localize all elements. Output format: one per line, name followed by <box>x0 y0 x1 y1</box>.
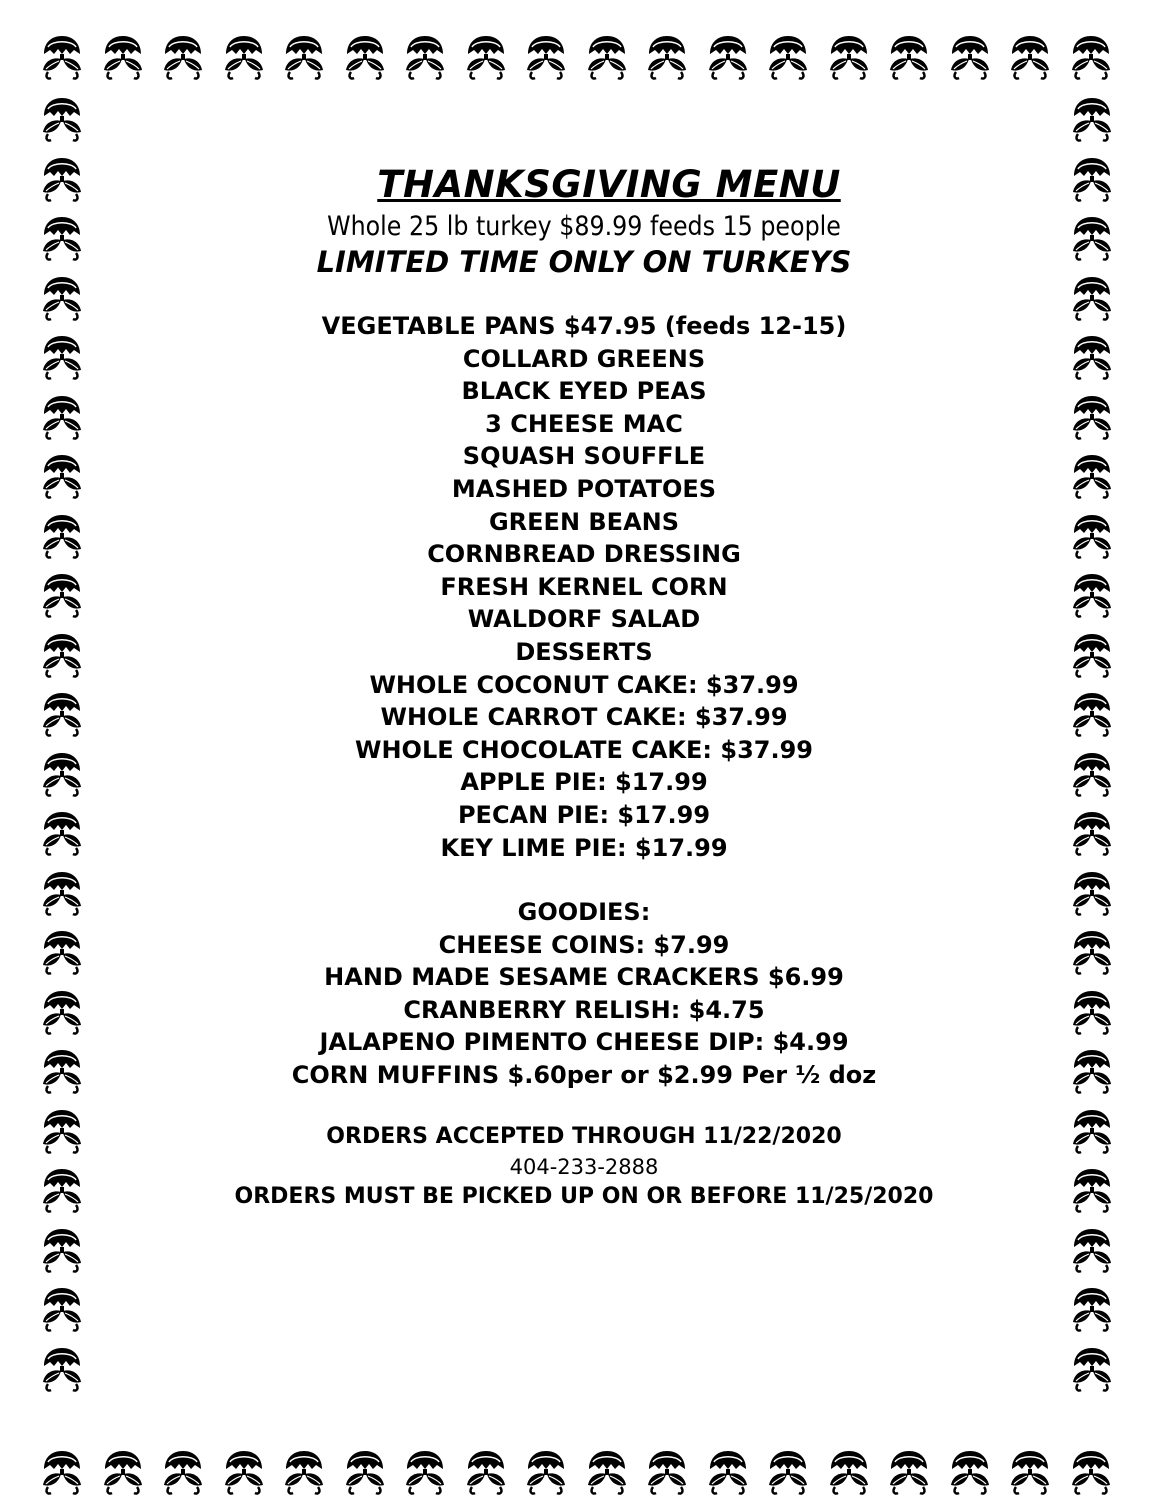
desserts-heading: DESSERTS <box>515 637 653 666</box>
flower-icon <box>890 36 928 79</box>
flower-icon <box>1072 1451 1110 1494</box>
flower-icon <box>1073 1288 1111 1331</box>
flower-icon <box>43 1110 81 1153</box>
flower-icon <box>225 36 263 79</box>
list-item: SQUASH SOUFFLE <box>462 442 706 471</box>
flower-icon <box>1011 36 1049 79</box>
flower-icon <box>588 36 626 79</box>
flower-icon <box>1073 98 1111 141</box>
flower-icon <box>1073 217 1111 260</box>
flower-icon <box>1073 753 1111 796</box>
flower-icon <box>43 1229 81 1272</box>
list-item: VEGETABLE PANS $47.95 (feeds 12-15) <box>321 312 847 340</box>
flower-icon <box>1073 158 1111 201</box>
goodies-list <box>150 896 1018 1092</box>
flower-icon <box>648 36 686 79</box>
flower-icon <box>43 217 81 260</box>
flower-icon <box>406 36 444 79</box>
list-item: KEY LIME PIE: $17.99 <box>440 833 728 862</box>
flower-icon <box>951 36 989 79</box>
flower-icon <box>1073 693 1111 736</box>
orders-accepted: ORDERS ACCEPTED THROUGH 11/22/2020 <box>326 1123 842 1149</box>
flower-icon <box>43 1050 81 1093</box>
flower-icon <box>225 1451 263 1494</box>
flower-icon <box>43 36 81 79</box>
flower-icon <box>43 872 81 915</box>
list-item: WHOLE CHOCOLATE CAKE: $37.99 <box>355 735 813 764</box>
flower-icon <box>1073 1050 1111 1093</box>
list-item: BLACK EYED PEAS <box>461 377 707 406</box>
flower-icon <box>709 1451 747 1494</box>
flower-icon <box>43 753 81 796</box>
list-item: PECAN PIE: $17.99 <box>457 800 711 829</box>
flower-icon <box>1073 277 1111 320</box>
flower-icon <box>1073 1229 1111 1272</box>
flower-icon <box>1072 36 1110 79</box>
list-item: 3 CHEESE MAC <box>485 409 683 438</box>
flower-icon <box>43 455 81 498</box>
vegetable-dessert-list <box>150 310 1018 864</box>
phone-number: 404-233-2888 <box>509 1154 659 1179</box>
flower-icon <box>43 98 81 141</box>
flower-icon <box>104 36 142 79</box>
goodies-heading: GOODIES: <box>517 898 651 927</box>
turkey-offer: Whole 25 lb turkey $89.99 feeds 15 people <box>327 211 841 242</box>
flower-icon <box>285 1451 323 1494</box>
flower-icon <box>588 1451 626 1494</box>
flower-icon <box>1073 1169 1111 1212</box>
flower-icon <box>951 1451 989 1494</box>
flower-icon <box>43 515 81 558</box>
flower-icon <box>1073 634 1111 677</box>
flower-icon <box>43 1288 81 1331</box>
flower-icon <box>346 36 384 79</box>
flower-icon <box>648 1451 686 1494</box>
flower-icon <box>1011 1451 1049 1494</box>
flower-icon <box>43 812 81 855</box>
flower-icon <box>43 634 81 677</box>
flower-icon <box>406 1451 444 1494</box>
flower-icon <box>1073 991 1111 1034</box>
flower-icon <box>1073 336 1111 379</box>
flower-icon <box>346 1451 384 1494</box>
pickup-deadline: ORDERS MUST BE PICKED UP ON OR BEFORE 11/25/2020 <box>234 1183 934 1209</box>
flower-icon <box>527 36 565 79</box>
list-item: MASHED POTATOES <box>451 474 717 503</box>
flower-icon <box>43 693 81 736</box>
limited-time-notice: LIMITED TIME ONLY ON TURKEYS <box>316 245 852 279</box>
flower-icon <box>890 1451 928 1494</box>
flower-icon <box>43 396 81 439</box>
flower-icon <box>43 1451 81 1494</box>
flower-icon <box>1073 396 1111 439</box>
list-item: WHOLE CARROT CAKE: $37.99 <box>380 703 788 732</box>
list-item: WALDORF SALAD <box>467 605 701 634</box>
flower-icon <box>1073 872 1111 915</box>
list-item: APPLE PIE: $17.99 <box>460 768 708 797</box>
flower-icon <box>769 36 807 79</box>
flower-icon <box>467 36 505 79</box>
flower-icon <box>164 1451 202 1494</box>
list-item: GREEN BEANS <box>488 507 680 536</box>
flower-icon <box>467 1451 505 1494</box>
list-item: CORN MUFFINS $.60per or $2.99 Per ½ doz <box>291 1061 877 1090</box>
flower-icon <box>43 1348 81 1391</box>
flower-icon <box>830 1451 868 1494</box>
flower-icon <box>1073 931 1111 974</box>
flower-icon <box>1073 574 1111 617</box>
list-item: JALAPENO PIMENTO CHEESE DIP: $4.99 <box>319 1028 849 1057</box>
flower-icon <box>769 1451 807 1494</box>
list-item: WHOLE COCONUT CAKE: $37.99 <box>369 670 799 699</box>
list-item: CORNBREAD DRESSING <box>427 540 741 569</box>
list-item: CHEESE COINS: $7.99 <box>438 930 730 959</box>
flower-icon <box>1073 455 1111 498</box>
flower-icon <box>285 36 323 79</box>
flower-icon <box>43 277 81 320</box>
flower-icon <box>1073 515 1111 558</box>
menu-content <box>150 160 1018 1212</box>
list-item: HAND MADE SESAME CRACKERS $6.99 <box>324 963 844 992</box>
list-item: FRESH KERNEL CORN <box>440 572 728 601</box>
menu-title: THANKSGIVING MENU <box>377 163 841 206</box>
flower-icon <box>1073 1348 1111 1391</box>
flower-icon <box>709 36 747 79</box>
flower-icon <box>1073 812 1111 855</box>
flower-icon <box>43 336 81 379</box>
flower-icon <box>527 1451 565 1494</box>
flower-icon <box>43 158 81 201</box>
flower-icon <box>1073 1110 1111 1153</box>
flower-icon <box>43 991 81 1034</box>
list-item: CRANBERRY RELISH: $4.75 <box>403 995 765 1024</box>
flower-icon <box>43 574 81 617</box>
flower-icon <box>164 36 202 79</box>
flower-icon <box>104 1451 142 1494</box>
flower-icon <box>830 36 868 79</box>
flower-icon <box>43 1169 81 1212</box>
list-item: COLLARD GREENS <box>462 344 706 373</box>
flower-icon <box>43 931 81 974</box>
